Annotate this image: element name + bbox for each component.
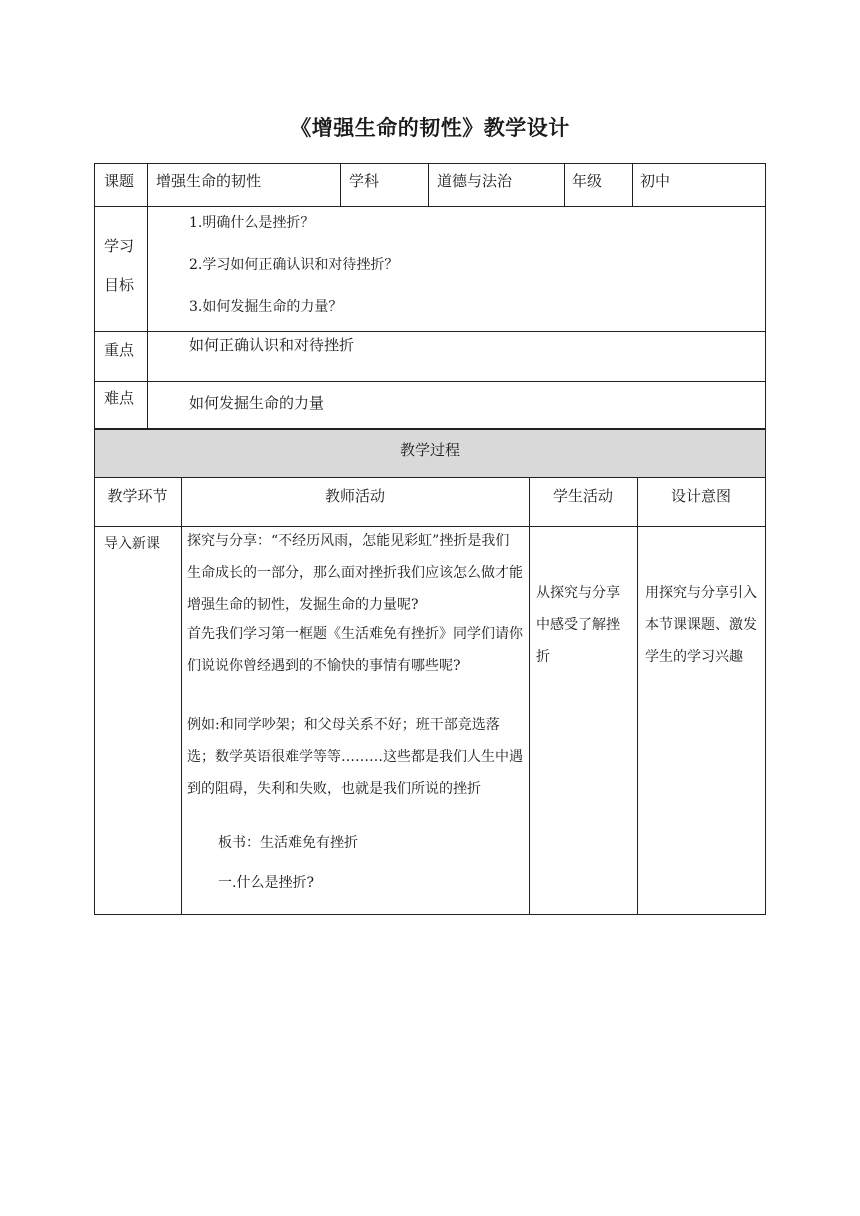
rule-info-2 — [428, 163, 429, 206]
lesson-plan-table — [94, 163, 766, 915]
grade-label: 年级 — [572, 172, 603, 190]
rule-info-1 — [340, 163, 341, 206]
process-heading: 教学过程 — [399, 441, 460, 459]
rule-keypoint — [94, 381, 766, 382]
subject-value: 道德与法治 — [437, 172, 513, 190]
student-activity: 从探究与分享中感受了解挫折 — [536, 585, 620, 665]
objectives-label-line2: 目标 — [104, 276, 135, 294]
design-intent: 用探究与分享引入本节课课题、激发学生的学习兴趣 — [645, 585, 757, 665]
rule-col-1 — [181, 477, 182, 915]
objectives-label-line1: 学习 — [104, 237, 135, 255]
rule-label-col — [147, 163, 148, 429]
rule-process-band — [94, 477, 766, 478]
topic-value: 增强生命的韧性 — [156, 172, 262, 190]
topic-label: 课题 — [104, 172, 135, 190]
page-title: 《增强生命的韧性》教学设计 — [290, 116, 570, 140]
teacher-paragraph: 首先我们学习第一框题《生活难免有挫折》同学们请你们说说你曾经遇到的不愉快的事情有哪些呢? — [187, 626, 523, 674]
rule-top — [94, 163, 766, 164]
teacher-paragraph: 例如:和同学吵架；和父母关系不好；班干部竞选落选；数学英语很难学等等………这些都是我们人生中遇到的阻碍，失利和失败，也就是我们所说的挫折 — [187, 717, 523, 797]
column-header: 学生活动 — [552, 487, 613, 505]
difficulty-label: 难点 — [104, 389, 135, 407]
rule-bottom — [94, 914, 766, 915]
rule-col-2 — [529, 477, 530, 915]
rule-objectives — [94, 331, 766, 332]
grade-value: 初中 — [640, 172, 671, 190]
rule-right — [765, 163, 766, 915]
rule-info — [94, 206, 766, 207]
teacher-question: 一.什么是挫折? — [218, 875, 314, 891]
objective-item: 2.学习如何正确认识和对待挫折？ — [189, 257, 399, 273]
blackboard-note: 板书：生活难免有挫折 — [218, 835, 358, 851]
key-point-label: 重点 — [104, 341, 135, 359]
stage-cell: 导入新课 — [104, 536, 160, 552]
rule-col-3 — [637, 477, 638, 915]
key-point-value: 如何正确认识和对待挫折 — [189, 336, 355, 354]
column-header: 教师活动 — [324, 487, 385, 505]
rule-info-4 — [632, 163, 633, 206]
objective-item: 3.如何发掘生命的力量？ — [189, 299, 343, 315]
subject-label: 学科 — [349, 172, 380, 190]
difficulty-value: 如何发掘生命的力量 — [189, 394, 325, 412]
rule-left — [94, 163, 95, 915]
objective-item: 1.明确什么是挫折？ — [189, 215, 315, 231]
rule-info-3 — [564, 163, 565, 206]
column-header: 教学环节 — [107, 487, 168, 505]
teacher-paragraph: 探究与分享：“不经历风雨，怎能见彩虹”挫折是我们生命成长的一部分，那么面对挫折我们应该怎么做才能增强生命的韧性，发掘生命的力量呢? — [187, 533, 523, 613]
column-header: 设计意图 — [670, 487, 731, 505]
